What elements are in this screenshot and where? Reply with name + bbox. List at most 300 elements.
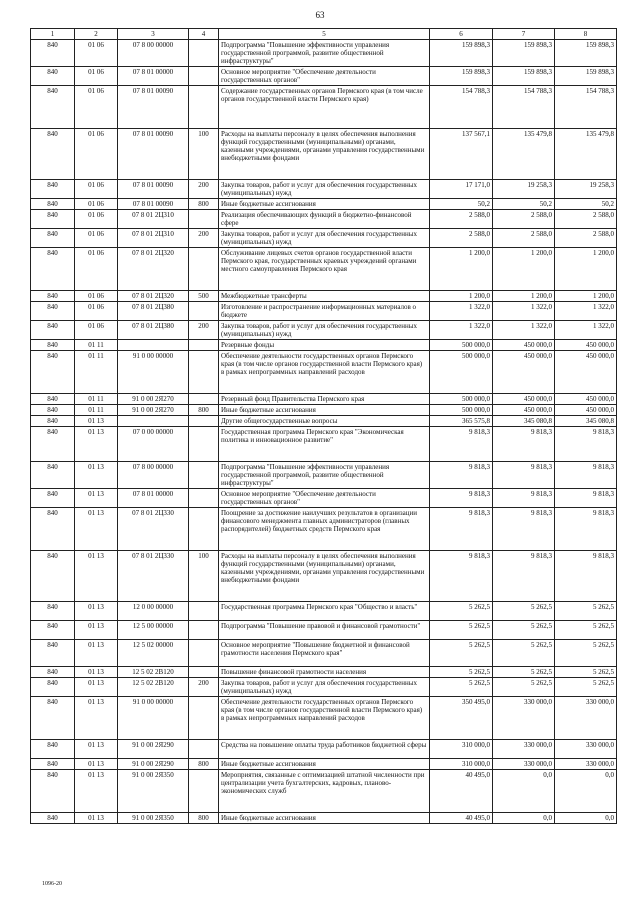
amount-year1-cell: 5 262,5 bbox=[430, 640, 493, 667]
section-code-cell: 01 06 bbox=[75, 40, 118, 67]
amount-year2-cell: 5 262,5 bbox=[493, 667, 555, 678]
ved-code-cell: 840 bbox=[31, 180, 75, 199]
item-name-cell: Расходы на выплаты персоналу в целях обеспечения выполнения функций государственными (муниципальными) органами, казенными учреждениями, органами управления государственными внебюджетными фондами bbox=[219, 551, 430, 602]
expense-type-cell bbox=[189, 621, 219, 640]
amount-year3-cell: 330 000,0 bbox=[555, 740, 617, 759]
item-name-cell: Основное мероприятие "Обеспечение деятельности государственных органов" bbox=[219, 489, 430, 508]
header-cell-3: 3 bbox=[118, 29, 189, 40]
amount-year3-cell: 450 000,0 bbox=[555, 340, 617, 351]
item-name-cell: Иные бюджетные ассигнования bbox=[219, 813, 430, 824]
amount-year3-cell: 9 818,3 bbox=[555, 489, 617, 508]
amount-year1-cell: 154 788,3 bbox=[430, 86, 493, 129]
target-article-cell: 91 0 00 2Я270 bbox=[118, 405, 189, 416]
expense-type-cell bbox=[189, 416, 219, 427]
target-article-cell: 91 0 00 2Я270 bbox=[118, 394, 189, 405]
section-code-cell: 01 11 bbox=[75, 340, 118, 351]
section-code-cell: 01 13 bbox=[75, 770, 118, 813]
expense-type-cell: 500 bbox=[189, 291, 219, 302]
section-code-cell: 01 06 bbox=[75, 129, 118, 180]
item-name-cell: Средства на повышение оплаты труда работников бюджетной сферы bbox=[219, 740, 430, 759]
amount-year3-cell: 1 200,0 bbox=[555, 291, 617, 302]
section-code-cell: 01 13 bbox=[75, 678, 118, 697]
item-name-cell: Закупка товаров, работ и услуг для обеспечения государственных (муниципальных) нужд bbox=[219, 229, 430, 248]
amount-year3-cell: 5 262,5 bbox=[555, 640, 617, 667]
table-row bbox=[31, 40, 617, 67]
amount-year2-cell: 1 200,0 bbox=[493, 291, 555, 302]
ved-code-cell: 840 bbox=[31, 759, 75, 770]
ved-code-cell: 840 bbox=[31, 405, 75, 416]
amount-year3-cell: 450 000,0 bbox=[555, 405, 617, 416]
table-row bbox=[31, 697, 617, 740]
amount-year3-cell: 154 788,3 bbox=[555, 86, 617, 129]
expense-type-cell: 800 bbox=[189, 759, 219, 770]
section-code-cell: 01 13 bbox=[75, 508, 118, 551]
section-code-cell: 01 13 bbox=[75, 667, 118, 678]
table-row bbox=[31, 621, 617, 640]
header-cell-1: 1 bbox=[31, 29, 75, 40]
table-row bbox=[31, 86, 617, 129]
target-article-cell: 07 8 01 2Ц320 bbox=[118, 291, 189, 302]
header-cell-5: 5 bbox=[219, 29, 430, 40]
amount-year3-cell: 2 588,0 bbox=[555, 229, 617, 248]
item-name-cell: Межбюджетные трансферты bbox=[219, 291, 430, 302]
section-code-cell: 01 13 bbox=[75, 602, 118, 621]
item-name-cell: Иные бюджетные ассигнования bbox=[219, 405, 430, 416]
table-row bbox=[31, 640, 617, 667]
section-code-cell: 01 13 bbox=[75, 697, 118, 740]
target-article-cell: 07 8 01 2Ц310 bbox=[118, 210, 189, 229]
amount-year2-cell: 9 818,3 bbox=[493, 489, 555, 508]
amount-year2-cell: 345 080,8 bbox=[493, 416, 555, 427]
target-article-cell: 12 5 02 00000 bbox=[118, 640, 189, 667]
amount-year2-cell: 330 000,0 bbox=[493, 697, 555, 740]
amount-year2-cell: 330 000,0 bbox=[493, 740, 555, 759]
table-row bbox=[31, 210, 617, 229]
amount-year2-cell: 1 322,0 bbox=[493, 321, 555, 340]
expense-type-cell bbox=[189, 351, 219, 394]
amount-year1-cell: 159 898,3 bbox=[430, 67, 493, 86]
target-article-cell: 12 5 02 2В120 bbox=[118, 667, 189, 678]
table-row bbox=[31, 759, 617, 770]
amount-year3-cell: 450 000,0 bbox=[555, 394, 617, 405]
ved-code-cell: 840 bbox=[31, 697, 75, 740]
section-code-cell: 01 13 bbox=[75, 759, 118, 770]
table-row bbox=[31, 180, 617, 199]
ved-code-cell: 840 bbox=[31, 40, 75, 67]
table-row bbox=[31, 508, 617, 551]
expense-type-cell bbox=[189, 248, 219, 291]
target-article-cell: 12 0 00 00000 bbox=[118, 602, 189, 621]
item-name-cell: Обеспечение деятельности государственных органов Пермского края (в том числе органов государственной власти Пермского края) в рамках непрограммных направлений расходов bbox=[219, 697, 430, 740]
ved-code-cell: 840 bbox=[31, 351, 75, 394]
target-article-cell: 07 8 01 00000 bbox=[118, 489, 189, 508]
amount-year2-cell: 154 788,3 bbox=[493, 86, 555, 129]
amount-year2-cell: 1 322,0 bbox=[493, 302, 555, 321]
section-code-cell: 01 06 bbox=[75, 229, 118, 248]
section-code-cell: 01 11 bbox=[75, 394, 118, 405]
header-cell-2: 2 bbox=[75, 29, 118, 40]
amount-year2-cell: 5 262,5 bbox=[493, 678, 555, 697]
amount-year1-cell: 500 000,0 bbox=[430, 394, 493, 405]
ved-code-cell: 840 bbox=[31, 248, 75, 291]
amount-year3-cell: 19 258,3 bbox=[555, 180, 617, 199]
table-row bbox=[31, 770, 617, 813]
amount-year3-cell: 5 262,5 bbox=[555, 621, 617, 640]
ved-code-cell: 840 bbox=[31, 678, 75, 697]
ved-code-cell: 840 bbox=[31, 551, 75, 602]
amount-year3-cell: 5 262,5 bbox=[555, 602, 617, 621]
item-name-cell: Другие общегосударственные вопросы bbox=[219, 416, 430, 427]
amount-year2-cell: 135 479,8 bbox=[493, 129, 555, 180]
target-article-cell bbox=[118, 416, 189, 427]
expense-type-cell bbox=[189, 508, 219, 551]
amount-year2-cell: 450 000,0 bbox=[493, 351, 555, 394]
section-code-cell: 01 06 bbox=[75, 180, 118, 199]
header-cell-7: 7 bbox=[493, 29, 555, 40]
item-name-cell: Расходы на выплаты персоналу в целях обеспечения выполнения функций государственными (муниципальными) органами, казенными учреждениями, органами управления государственными внебюджетными фондами bbox=[219, 129, 430, 180]
expense-type-cell: 200 bbox=[189, 229, 219, 248]
section-code-cell: 01 06 bbox=[75, 248, 118, 291]
target-article-cell: 07 8 01 00090 bbox=[118, 180, 189, 199]
target-article-cell: 07 8 01 00090 bbox=[118, 86, 189, 129]
amount-year1-cell: 310 000,0 bbox=[430, 759, 493, 770]
amount-year2-cell: 9 818,3 bbox=[493, 508, 555, 551]
item-name-cell: Подпрограмма "Повышение правовой и финансовой грамотности" bbox=[219, 621, 430, 640]
amount-year1-cell: 159 898,3 bbox=[430, 40, 493, 67]
expense-type-cell bbox=[189, 210, 219, 229]
table-row bbox=[31, 462, 617, 489]
amount-year2-cell: 0,0 bbox=[493, 770, 555, 813]
section-code-cell: 01 13 bbox=[75, 427, 118, 462]
ved-code-cell: 840 bbox=[31, 640, 75, 667]
item-name-cell: Закупка товаров, работ и услуг для обеспечения государственных (муниципальных) нужд bbox=[219, 678, 430, 697]
amount-year2-cell: 9 818,3 bbox=[493, 462, 555, 489]
amount-year3-cell: 5 262,5 bbox=[555, 678, 617, 697]
item-name-cell: Государственная программа Пермского края "Общество и власть" bbox=[219, 602, 430, 621]
target-article-cell: 07 8 00 00000 bbox=[118, 462, 189, 489]
amount-year3-cell: 0,0 bbox=[555, 770, 617, 813]
expense-type-cell bbox=[189, 302, 219, 321]
amount-year3-cell: 2 588,0 bbox=[555, 210, 617, 229]
target-article-cell: 07 8 01 2Ц310 bbox=[118, 229, 189, 248]
table-row bbox=[31, 678, 617, 697]
item-name-cell: Основное мероприятие "Повышение бюджетной и финансовой грамотности населения Пермского края" bbox=[219, 640, 430, 667]
item-name-cell: Закупка товаров, работ и услуг для обеспечения государственных (муниципальных) нужд bbox=[219, 180, 430, 199]
target-article-cell: 07 8 01 2Ц320 bbox=[118, 248, 189, 291]
ved-code-cell: 840 bbox=[31, 489, 75, 508]
target-article-cell bbox=[118, 340, 189, 351]
amount-year1-cell: 2 588,0 bbox=[430, 210, 493, 229]
amount-year3-cell: 159 898,3 bbox=[555, 40, 617, 67]
expense-type-cell bbox=[189, 489, 219, 508]
amount-year1-cell: 40 495,0 bbox=[430, 770, 493, 813]
amount-year1-cell: 9 818,3 bbox=[430, 489, 493, 508]
amount-year1-cell: 5 262,5 bbox=[430, 678, 493, 697]
section-code-cell: 01 11 bbox=[75, 351, 118, 394]
amount-year1-cell: 50,2 bbox=[430, 199, 493, 210]
ved-code-cell: 840 bbox=[31, 462, 75, 489]
target-article-cell: 07 8 00 00000 bbox=[118, 40, 189, 67]
ved-code-cell: 840 bbox=[31, 667, 75, 678]
target-article-cell: 07 8 01 00000 bbox=[118, 67, 189, 86]
amount-year3-cell: 9 818,3 bbox=[555, 508, 617, 551]
ved-code-cell: 840 bbox=[31, 602, 75, 621]
table-row bbox=[31, 291, 617, 302]
section-code-cell: 01 06 bbox=[75, 210, 118, 229]
ved-code-cell: 840 bbox=[31, 86, 75, 129]
item-name-cell: Реализация обеспечивающих функций в бюджетно-финансовой сфере bbox=[219, 210, 430, 229]
amount-year1-cell: 9 818,3 bbox=[430, 462, 493, 489]
amount-year3-cell: 450 000,0 bbox=[555, 351, 617, 394]
target-article-cell: 07 8 01 2Ц380 bbox=[118, 321, 189, 340]
expense-type-cell bbox=[189, 770, 219, 813]
section-code-cell: 01 06 bbox=[75, 302, 118, 321]
table-row bbox=[31, 394, 617, 405]
table-row bbox=[31, 351, 617, 394]
table-body bbox=[31, 40, 617, 824]
table-row bbox=[31, 416, 617, 427]
amount-year2-cell: 330 000,0 bbox=[493, 759, 555, 770]
section-code-cell: 01 11 bbox=[75, 405, 118, 416]
target-article-cell: 07 8 01 00090 bbox=[118, 129, 189, 180]
expense-type-cell bbox=[189, 462, 219, 489]
item-name-cell: Обеспечение деятельности государственных органов Пермского края (в том числе органов государственной власти Пермского края) в рамках непрограммных направлений расходов bbox=[219, 351, 430, 394]
section-code-cell: 01 06 bbox=[75, 86, 118, 129]
amount-year1-cell: 500 000,0 bbox=[430, 340, 493, 351]
ved-code-cell: 840 bbox=[31, 129, 75, 180]
ved-code-cell: 840 bbox=[31, 394, 75, 405]
item-name-cell: Основное мероприятие "Обеспечение деятельности государственных органов" bbox=[219, 67, 430, 86]
target-article-cell: 91 0 00 2Я290 bbox=[118, 740, 189, 759]
amount-year3-cell: 0,0 bbox=[555, 813, 617, 824]
section-code-cell: 01 06 bbox=[75, 321, 118, 340]
table-row bbox=[31, 248, 617, 291]
amount-year1-cell: 5 262,5 bbox=[430, 667, 493, 678]
section-code-cell: 01 13 bbox=[75, 621, 118, 640]
amount-year1-cell: 9 818,3 bbox=[430, 508, 493, 551]
target-article-cell: 07 8 01 00090 bbox=[118, 199, 189, 210]
item-name-cell: Обслуживание лицевых счетов органов государственной власти Пермского края, государственных краевых учреждений органами местного самоуправления Пермского края bbox=[219, 248, 430, 291]
section-code-cell: 01 13 bbox=[75, 740, 118, 759]
table-row bbox=[31, 129, 617, 180]
amount-year1-cell: 9 818,3 bbox=[430, 551, 493, 602]
ved-code-cell: 840 bbox=[31, 291, 75, 302]
amount-year3-cell: 50,2 bbox=[555, 199, 617, 210]
amount-year2-cell: 450 000,0 bbox=[493, 405, 555, 416]
amount-year2-cell: 5 262,5 bbox=[493, 640, 555, 667]
ved-code-cell: 840 bbox=[31, 740, 75, 759]
target-article-cell: 07 8 01 2Ц330 bbox=[118, 551, 189, 602]
table-row bbox=[31, 340, 617, 351]
amount-year1-cell: 5 262,5 bbox=[430, 621, 493, 640]
expense-type-cell: 200 bbox=[189, 321, 219, 340]
expense-type-cell bbox=[189, 394, 219, 405]
section-code-cell: 01 13 bbox=[75, 462, 118, 489]
table-row bbox=[31, 427, 617, 462]
expense-type-cell: 800 bbox=[189, 405, 219, 416]
item-name-cell: Мероприятия, связанные с оптимизацией штатной численности при централизации учета бухгалтерских, кадровых, планово-экономических служб bbox=[219, 770, 430, 813]
item-name-cell: Подпрограмма "Повышение эффективности управления государственной программой, развитие общественной инфраструктуры" bbox=[219, 462, 430, 489]
amount-year2-cell: 5 262,5 bbox=[493, 602, 555, 621]
table-row bbox=[31, 405, 617, 416]
item-name-cell: Содержание государственных органов Пермского края (в том числе органов государственной власти Пермского края) bbox=[219, 86, 430, 129]
amount-year3-cell: 1 322,0 bbox=[555, 321, 617, 340]
amount-year2-cell: 50,2 bbox=[493, 199, 555, 210]
amount-year3-cell: 9 818,3 bbox=[555, 427, 617, 462]
amount-year1-cell: 40 495,0 bbox=[430, 813, 493, 824]
expense-type-cell: 100 bbox=[189, 551, 219, 602]
expense-type-cell bbox=[189, 740, 219, 759]
amount-year3-cell: 135 479,8 bbox=[555, 129, 617, 180]
table-row bbox=[31, 321, 617, 340]
table-row bbox=[31, 551, 617, 602]
table-row bbox=[31, 229, 617, 248]
amount-year1-cell: 500 000,0 bbox=[430, 405, 493, 416]
ved-code-cell: 840 bbox=[31, 770, 75, 813]
target-article-cell: 91 0 00 00000 bbox=[118, 351, 189, 394]
target-article-cell: 91 0 00 00000 bbox=[118, 697, 189, 740]
amount-year3-cell: 159 898,3 bbox=[555, 67, 617, 86]
target-article-cell: 91 0 00 2Я350 bbox=[118, 813, 189, 824]
amount-year2-cell: 159 898,3 bbox=[493, 40, 555, 67]
table-row bbox=[31, 302, 617, 321]
amount-year2-cell: 2 588,0 bbox=[493, 210, 555, 229]
amount-year3-cell: 9 818,3 bbox=[555, 551, 617, 602]
expense-type-cell: 800 bbox=[189, 199, 219, 210]
amount-year2-cell: 9 818,3 bbox=[493, 427, 555, 462]
target-article-cell: 07 8 01 2Ц380 bbox=[118, 302, 189, 321]
ved-code-cell: 840 bbox=[31, 67, 75, 86]
amount-year1-cell: 1 200,0 bbox=[430, 248, 493, 291]
expense-type-cell bbox=[189, 67, 219, 86]
amount-year1-cell: 500 000,0 bbox=[430, 351, 493, 394]
amount-year2-cell: 159 898,3 bbox=[493, 67, 555, 86]
amount-year3-cell: 1 322,0 bbox=[555, 302, 617, 321]
amount-year2-cell: 19 258,3 bbox=[493, 180, 555, 199]
ved-code-cell: 840 bbox=[31, 621, 75, 640]
amount-year1-cell: 310 000,0 bbox=[430, 740, 493, 759]
amount-year1-cell: 350 495,0 bbox=[430, 697, 493, 740]
amount-year1-cell: 9 818,3 bbox=[430, 427, 493, 462]
ved-code-cell: 840 bbox=[31, 321, 75, 340]
amount-year1-cell: 2 588,0 bbox=[430, 229, 493, 248]
item-name-cell: Резервные фонды bbox=[219, 340, 430, 351]
budget-table bbox=[30, 28, 617, 824]
ved-code-cell: 840 bbox=[31, 210, 75, 229]
expense-type-cell bbox=[189, 667, 219, 678]
expense-type-cell: 800 bbox=[189, 813, 219, 824]
item-name-cell: Повышение финансовой грамотности населения bbox=[219, 667, 430, 678]
table-row bbox=[31, 602, 617, 621]
expense-type-cell: 100 bbox=[189, 129, 219, 180]
ved-code-cell: 840 bbox=[31, 340, 75, 351]
amount-year1-cell: 365 575,8 bbox=[430, 416, 493, 427]
amount-year3-cell: 5 262,5 bbox=[555, 667, 617, 678]
amount-year2-cell: 2 588,0 bbox=[493, 229, 555, 248]
amount-year1-cell: 17 171,0 bbox=[430, 180, 493, 199]
section-code-cell: 01 13 bbox=[75, 640, 118, 667]
section-code-cell: 01 13 bbox=[75, 813, 118, 824]
ved-code-cell: 840 bbox=[31, 416, 75, 427]
expense-type-cell bbox=[189, 697, 219, 740]
amount-year2-cell: 450 000,0 bbox=[493, 394, 555, 405]
item-name-cell: Иные бюджетные ассигнования bbox=[219, 759, 430, 770]
target-article-cell: 12 5 02 2В120 bbox=[118, 678, 189, 697]
ved-code-cell: 840 bbox=[31, 508, 75, 551]
section-code-cell: 01 13 bbox=[75, 551, 118, 602]
ved-code-cell: 840 bbox=[31, 813, 75, 824]
item-name-cell: Поощрение за достижение наилучших результатов в организации финансового менеджмента главных администраторов (главных распорядителей) бюджетных средств Пермского края bbox=[219, 508, 430, 551]
expense-type-cell bbox=[189, 40, 219, 67]
item-name-cell: Подпрограмма "Повышение эффективности управления государственной программой, развитие общественной инфраструктуры" bbox=[219, 40, 430, 67]
section-code-cell: 01 13 bbox=[75, 416, 118, 427]
amount-year3-cell: 345 080,8 bbox=[555, 416, 617, 427]
expense-type-cell bbox=[189, 640, 219, 667]
expense-type-cell: 200 bbox=[189, 678, 219, 697]
ved-code-cell: 840 bbox=[31, 229, 75, 248]
ved-code-cell: 840 bbox=[31, 302, 75, 321]
header-cell-4: 4 bbox=[189, 29, 219, 40]
item-name-cell: Государственная программа Пермского края "Экономическая политика и инновационное развитие" bbox=[219, 427, 430, 462]
amount-year2-cell: 1 200,0 bbox=[493, 248, 555, 291]
table-row bbox=[31, 489, 617, 508]
target-article-cell: 91 0 00 2Я350 bbox=[118, 770, 189, 813]
target-article-cell: 07 8 01 2Ц330 bbox=[118, 508, 189, 551]
amount-year3-cell: 330 000,0 bbox=[555, 759, 617, 770]
amount-year2-cell: 0,0 bbox=[493, 813, 555, 824]
table-row bbox=[31, 67, 617, 86]
expense-type-cell bbox=[189, 427, 219, 462]
target-article-cell: 07 0 00 00000 bbox=[118, 427, 189, 462]
target-article-cell: 12 5 00 00000 bbox=[118, 621, 189, 640]
amount-year2-cell: 9 818,3 bbox=[493, 551, 555, 602]
item-name-cell: Резервный фонд Правительства Пермского края bbox=[219, 394, 430, 405]
header-cell-8: 8 bbox=[555, 29, 617, 40]
ved-code-cell: 840 bbox=[31, 199, 75, 210]
amount-year3-cell: 9 818,3 bbox=[555, 462, 617, 489]
amount-year1-cell: 1 322,0 bbox=[430, 321, 493, 340]
expense-type-cell bbox=[189, 602, 219, 621]
header-row bbox=[31, 29, 617, 40]
amount-year1-cell: 137 567,1 bbox=[430, 129, 493, 180]
amount-year1-cell: 5 262,5 bbox=[430, 602, 493, 621]
section-code-cell: 01 06 bbox=[75, 67, 118, 86]
footer-code: 1096-20 bbox=[42, 881, 62, 887]
table-row bbox=[31, 740, 617, 759]
amount-year2-cell: 5 262,5 bbox=[493, 621, 555, 640]
target-article-cell: 91 0 00 2Я290 bbox=[118, 759, 189, 770]
section-code-cell: 01 06 bbox=[75, 291, 118, 302]
item-name-cell: Иные бюджетные ассигнования bbox=[219, 199, 430, 210]
amount-year3-cell: 1 200,0 bbox=[555, 248, 617, 291]
table-row bbox=[31, 813, 617, 824]
amount-year3-cell: 330 000,0 bbox=[555, 697, 617, 740]
expense-type-cell bbox=[189, 86, 219, 129]
table-row bbox=[31, 199, 617, 210]
section-code-cell: 01 06 bbox=[75, 199, 118, 210]
header-cell-6: 6 bbox=[430, 29, 493, 40]
ved-code-cell: 840 bbox=[31, 427, 75, 462]
table-row bbox=[31, 667, 617, 678]
amount-year1-cell: 1 322,0 bbox=[430, 302, 493, 321]
amount-year1-cell: 1 200,0 bbox=[430, 291, 493, 302]
page-number: 63 bbox=[315, 10, 325, 20]
section-code-cell: 01 13 bbox=[75, 489, 118, 508]
item-name-cell: Закупка товаров, работ и услуг для обеспечения государственных (муниципальных) нужд bbox=[219, 321, 430, 340]
item-name-cell: Изготовление и распространение информационных материалов о бюджете bbox=[219, 302, 430, 321]
expense-type-cell bbox=[189, 340, 219, 351]
amount-year2-cell: 450 000,0 bbox=[493, 340, 555, 351]
